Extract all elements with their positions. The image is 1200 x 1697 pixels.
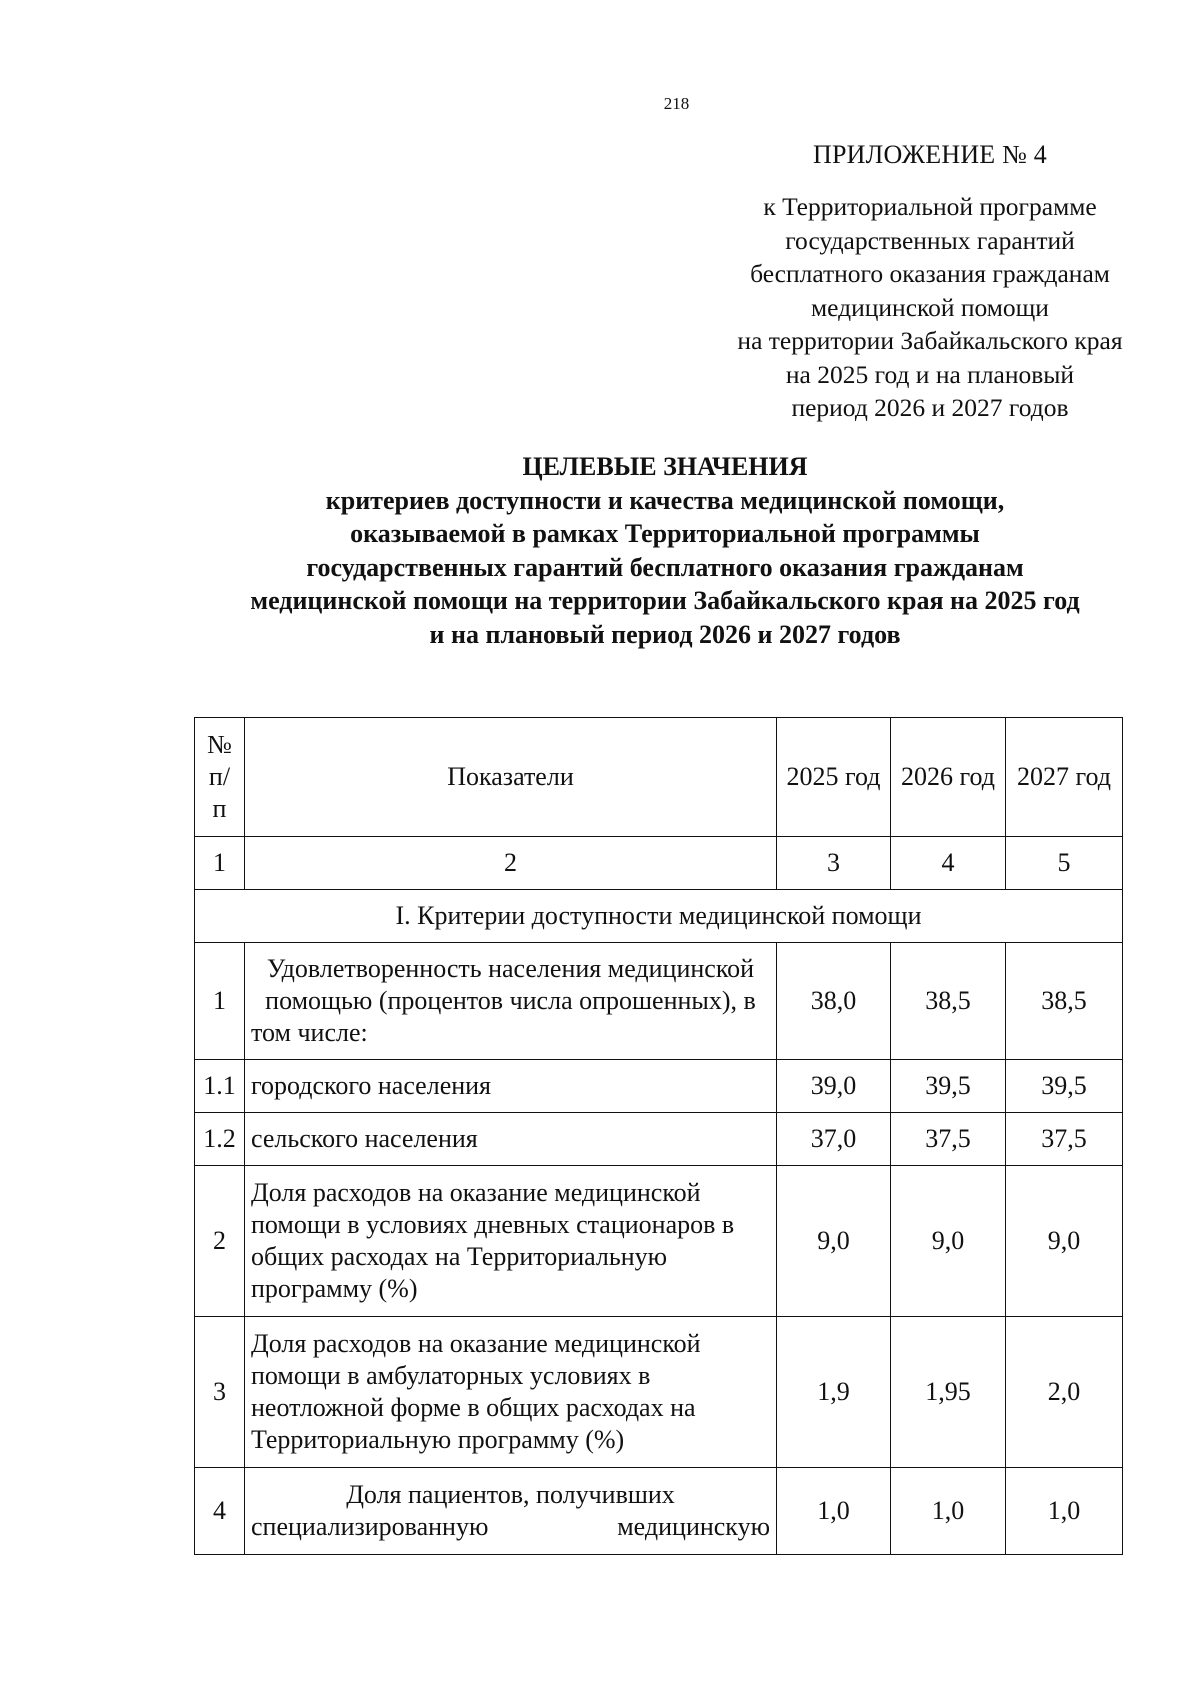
appendix-title: ПРИЛОЖЕНИЕ № 4 — [813, 140, 1047, 169]
header-2027: 2027 год — [1006, 718, 1123, 837]
table-header-row — [195, 718, 1123, 837]
row-number: 3 — [195, 1317, 245, 1468]
title-line: оказываемой в рамках Территориальной программы — [350, 519, 980, 548]
row-value-2027: 1,0 — [1006, 1468, 1123, 1555]
title-line: ЦЕЛЕВЫЕ ЗНАЧЕНИЯ — [522, 452, 808, 481]
row-value-2025: 9,0 — [777, 1166, 891, 1317]
appendix-line: к Территориальной программе — [763, 192, 1097, 221]
row-number: 1.1 — [195, 1060, 245, 1113]
table-row — [195, 1113, 1123, 1166]
row-indicator: сельского населения — [245, 1113, 777, 1166]
header-num: № п/ п — [195, 718, 245, 837]
row-value-2027: 39,5 — [1006, 1060, 1123, 1113]
appendix-line: период 2026 и 2027 годов — [791, 393, 1069, 422]
header-indicator: Показатели — [245, 718, 777, 837]
criteria-table — [194, 717, 1123, 1555]
appendix-line: государственных гарантий — [785, 225, 1075, 255]
appendix-line: бесплатного оказания гражданам — [750, 259, 1110, 288]
row-value-2027: 37,5 — [1006, 1113, 1123, 1166]
row-value-2027: 38,5 — [1006, 943, 1123, 1060]
table-row — [195, 1317, 1123, 1468]
row-number: 4 — [195, 1468, 245, 1555]
appendix-line: медицинской помощи — [811, 292, 1049, 322]
table-row — [195, 1166, 1123, 1317]
row-indicator: Доля расходов на оказание медицинской помощи в амбулаторных условиях в неотложной форме в общих расходах на Территориальную программу (%) — [245, 1317, 777, 1468]
row-value-2026: 39,5 — [891, 1060, 1006, 1113]
row-value-2026: 9,0 — [891, 1166, 1006, 1317]
row-number: 1 — [195, 943, 245, 1060]
column-number: 1 — [195, 837, 245, 890]
row-number: 1.2 — [195, 1113, 245, 1166]
appendix-line: на 2025 год и на плановый — [785, 359, 1075, 389]
row-value-2027: 9,0 — [1006, 1166, 1123, 1317]
row-value-2025: 1,0 — [777, 1468, 891, 1555]
column-number: 2 — [245, 837, 777, 890]
table-row — [195, 1468, 1123, 1555]
title-line: государственных гарантий бесплатного оказания гражданам — [306, 552, 1024, 582]
column-number-row — [195, 837, 1123, 890]
table-row — [195, 1060, 1123, 1113]
title-line: критериев доступности и качества медицинской помощи, — [325, 485, 1005, 515]
header-2026: 2026 год — [891, 718, 1006, 837]
header-2025: 2025 год — [777, 718, 891, 837]
row-value-2025: 1,9 — [777, 1317, 891, 1468]
row-indicator: Доля пациентов, получивших специализированную медицинскую — [245, 1468, 777, 1555]
column-number: 3 — [777, 837, 891, 890]
section-header-row — [195, 890, 1123, 943]
column-number: 4 — [891, 837, 1006, 890]
row-value-2026: 1,0 — [891, 1468, 1006, 1555]
row-number: 2 — [195, 1166, 245, 1317]
section-title: I. Критерии доступности медицинской помощи — [195, 890, 1123, 943]
column-number: 5 — [1006, 837, 1123, 890]
page-number: 218 — [663, 94, 690, 113]
document-title — [200, 450, 1130, 651]
appendix-line: на территории Забайкальского края — [737, 326, 1123, 355]
table-row — [195, 943, 1123, 1060]
row-indicator: Удовлетворенность населения медицинской помощью (процентов числа опрошенных), в том числе: — [245, 943, 777, 1060]
row-value-2026: 38,5 — [891, 943, 1006, 1060]
row-value-2026: 37,5 — [891, 1113, 1006, 1166]
row-value-2025: 39,0 — [777, 1060, 891, 1113]
title-line: медицинской помощи на территории Забайкальского края на 2025 год — [250, 586, 1080, 615]
row-value-2027: 2,0 — [1006, 1317, 1123, 1468]
row-value-2025: 38,0 — [777, 943, 891, 1060]
appendix-subtitle — [690, 190, 1170, 425]
row-indicator: Доля расходов на оказание медицинской помощи в условиях дневных стационаров в общих расходах на Территориальную программу (%) — [245, 1166, 777, 1317]
row-value-2025: 37,0 — [777, 1113, 891, 1166]
row-indicator: городского населения — [245, 1060, 777, 1113]
title-line: и на плановый период 2026 и 2027 годов — [429, 619, 901, 649]
row-value-2026: 1,95 — [891, 1317, 1006, 1468]
